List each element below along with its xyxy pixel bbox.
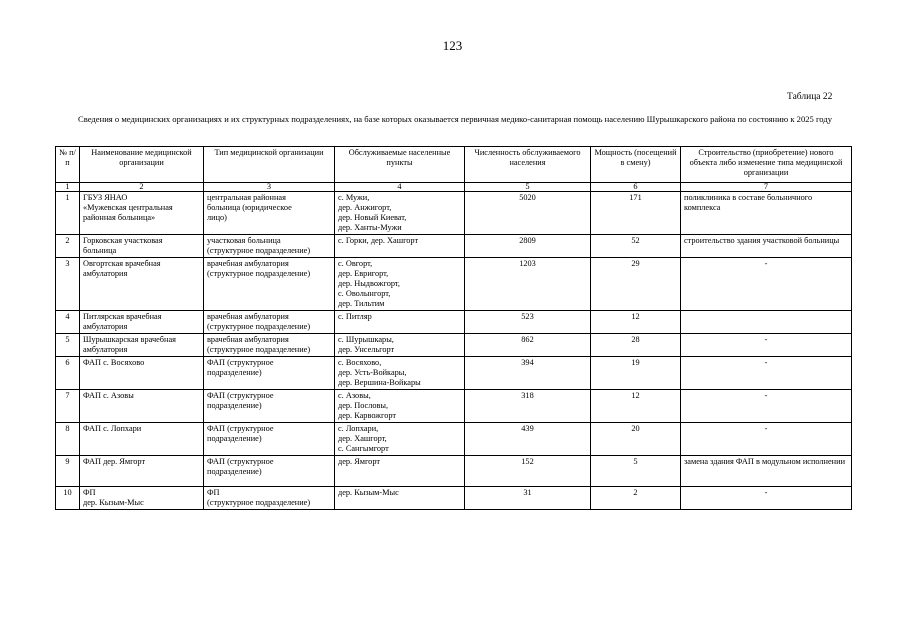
construction-note-cell: - <box>681 423 852 456</box>
organization-type-cell <box>204 311 335 334</box>
population-cell: 31 <box>465 487 591 510</box>
settlements-cell-line: дер. Хашгорт, <box>338 434 387 443</box>
settlements-cell-line: дер. Кызым-Мыс <box>338 488 399 497</box>
organization-type-cell-line: центральная районная <box>207 193 286 202</box>
settlements-cell-line: дер. Новый Киеват, <box>338 213 407 222</box>
construction-note-cell: - <box>681 487 852 510</box>
organization-type-cell-line: ФП <box>207 488 220 497</box>
organization-type-cell <box>204 192 335 235</box>
organization-name-cell <box>80 487 204 510</box>
table-row <box>56 423 852 456</box>
organization-name-cell-line: амбулатория <box>83 322 128 331</box>
capacity-cell: 20 <box>591 423 681 456</box>
row-number-cell: 2 <box>56 235 80 258</box>
organization-name-cell <box>80 456 204 487</box>
capacity-cell: 52 <box>591 235 681 258</box>
organization-name-cell-line: ФАП с. Азовы <box>83 391 134 400</box>
column-number-row <box>56 183 852 192</box>
row-number-cell: 5 <box>56 334 80 357</box>
settlements-cell <box>335 258 465 311</box>
settlements-cell <box>335 423 465 456</box>
capacity-cell: 12 <box>591 390 681 423</box>
settlements-cell <box>335 235 465 258</box>
organization-type-cell <box>204 390 335 423</box>
header-cell: Численность обслуживаемого населения <box>465 147 591 183</box>
organization-type-cell-line: участковая больница <box>207 236 281 245</box>
organization-name-cell-line: ФАП с. Лопхари <box>83 424 142 433</box>
capacity-cell: 29 <box>591 258 681 311</box>
construction-note-cell <box>681 311 852 334</box>
settlements-cell <box>335 357 465 390</box>
organization-name-cell <box>80 192 204 235</box>
settlements-cell-line: с. Мужи, <box>338 193 370 202</box>
organization-name-cell-line: больница <box>83 246 117 255</box>
population-cell: 152 <box>465 456 591 487</box>
settlements-cell-line: дер. Евригорт, <box>338 269 389 278</box>
organization-name-cell-line: Овгортская врачебная <box>83 259 161 268</box>
header-cell: Мощность (посещений в смену) <box>591 147 681 183</box>
settlements-cell-line: с. Азовы, <box>338 391 371 400</box>
organization-name-cell-line: амбулатория <box>83 269 128 278</box>
organization-name-cell <box>80 235 204 258</box>
organization-type-cell-line: ФАП (структурное <box>207 358 274 367</box>
construction-note-cell: - <box>681 334 852 357</box>
header-cell: Строительство (приобретение) нового объекта либо изменение типа медицинской организации <box>681 147 852 183</box>
settlements-cell-line: дер. Усть-Войкары, <box>338 368 407 377</box>
organization-type-cell-line: (структурное подразделение) <box>207 322 311 331</box>
table-row <box>56 311 852 334</box>
settlements-cell-line: дер. Ямгорт <box>338 457 380 466</box>
capacity-cell: 171 <box>591 192 681 235</box>
document-title: Сведения о медицинских организациях и их структурных подразделениях, на базе которых оказывается первичная медико-санитарная помощь населению Шурышкарского района по состоянию к 2025 году <box>77 114 833 124</box>
page-number: 123 <box>442 38 463 53</box>
capacity-cell: 12 <box>591 311 681 334</box>
capacity-cell: 2 <box>591 487 681 510</box>
settlements-cell-line: дер. Пословы, <box>338 401 389 410</box>
table-row <box>56 192 852 235</box>
table-row <box>56 235 852 258</box>
construction-note-cell: - <box>681 357 852 390</box>
population-cell: 862 <box>465 334 591 357</box>
column-number: 6 <box>591 183 681 192</box>
organization-type-cell <box>204 423 335 456</box>
medical-organizations-table <box>55 146 852 510</box>
row-number-cell: 9 <box>56 456 80 487</box>
table-row <box>56 456 852 487</box>
column-number: 2 <box>80 183 204 192</box>
organization-type-cell <box>204 456 335 487</box>
settlements-cell-line: с. Шурышкары, <box>338 335 394 344</box>
organization-type-cell <box>204 487 335 510</box>
organization-name-cell-line: районная больница» <box>83 213 156 222</box>
organization-type-cell-line: подразделение) <box>207 401 262 410</box>
organization-type-cell <box>204 334 335 357</box>
population-cell: 2809 <box>465 235 591 258</box>
settlements-cell-line: с. Лопхари, <box>338 424 379 433</box>
table-row <box>56 357 852 390</box>
population-cell: 394 <box>465 357 591 390</box>
organization-type-cell-line: больница (юридическое <box>207 203 292 212</box>
capacity-cell: 19 <box>591 357 681 390</box>
settlements-cell-line: с. Питляр <box>338 312 372 321</box>
settlements-cell-line: с. Овгорт, <box>338 259 373 268</box>
organization-name-cell <box>80 423 204 456</box>
organization-type-cell-line: подразделение) <box>207 434 262 443</box>
column-number: 1 <box>56 183 80 192</box>
population-cell: 318 <box>465 390 591 423</box>
settlements-cell-line: дер. Ныдвожгорт, <box>338 279 400 288</box>
row-number-cell: 6 <box>56 357 80 390</box>
organization-name-cell-line: Питлярская врачебная <box>83 312 162 321</box>
table-row <box>56 258 852 311</box>
settlements-cell <box>335 456 465 487</box>
row-number-cell: 7 <box>56 390 80 423</box>
organization-type-cell <box>204 357 335 390</box>
settlements-cell <box>335 192 465 235</box>
organization-type-cell <box>204 258 335 311</box>
organization-name-cell <box>80 390 204 423</box>
organization-type-cell-line: врачебная амбулатория <box>207 335 289 344</box>
row-number-cell: 4 <box>56 311 80 334</box>
settlements-cell-line: дер. Вершина-Войкары <box>338 378 421 387</box>
construction-note-cell: строительство здания участковой больницы <box>681 235 852 258</box>
settlements-cell-line: дер. Карвожгорт <box>338 411 397 420</box>
organization-name-cell-line: «Мужевская центральная <box>83 203 173 212</box>
organization-type-cell <box>204 235 335 258</box>
settlements-cell-line: с. Оволынгорт, <box>338 289 391 298</box>
settlements-cell <box>335 487 465 510</box>
organization-type-cell-line: (структурное подразделение) <box>207 345 311 354</box>
organization-type-cell-line: подразделение) <box>207 368 262 377</box>
settlements-cell <box>335 311 465 334</box>
population-cell: 5020 <box>465 192 591 235</box>
organization-name-cell <box>80 357 204 390</box>
row-number-cell: 8 <box>56 423 80 456</box>
table-row <box>56 390 852 423</box>
column-number: 3 <box>204 183 335 192</box>
settlements-cell-line: с. Горки, дер. Хашгорт <box>338 236 419 245</box>
header-cell: Наименование медицинской организации <box>80 147 204 183</box>
construction-note-cell: замена здания ФАП в модульном исполнении <box>681 456 852 487</box>
settlements-cell-line: дер. Анжигорт, <box>338 203 392 212</box>
organization-type-cell-line: ФАП (структурное <box>207 391 274 400</box>
settlements-cell-line: с. Восяхово, <box>338 358 382 367</box>
row-number-cell: 1 <box>56 192 80 235</box>
construction-note-cell: - <box>681 390 852 423</box>
organization-type-cell-line: (структурное подразделение) <box>207 498 311 507</box>
population-cell: 1203 <box>465 258 591 311</box>
header-cell: № п/п <box>56 147 80 183</box>
settlements-cell <box>335 334 465 357</box>
column-number: 5 <box>465 183 591 192</box>
header-cell: Тип медицинской организации <box>204 147 335 183</box>
organization-type-cell-line: (структурное подразделение) <box>207 246 311 255</box>
table-caption: Таблица 22 <box>787 92 833 102</box>
table-body <box>56 192 852 510</box>
organization-name-cell-line: ФАП с. Восяхово <box>83 358 145 367</box>
population-cell: 439 <box>465 423 591 456</box>
header-cell: Обслуживаемые населенные пункты <box>335 147 465 183</box>
settlements-cell-line: дер. Тильтим <box>338 299 385 308</box>
organization-name-cell-line: дер. Кызым-Мыс <box>83 498 144 507</box>
population-cell: 523 <box>465 311 591 334</box>
header-row <box>56 147 852 183</box>
organization-name-cell-line: ФП <box>83 488 96 497</box>
capacity-cell: 28 <box>591 334 681 357</box>
organization-name-cell-line: амбулатория <box>83 345 128 354</box>
organization-name-cell-line: ГБУЗ ЯНАО <box>83 193 128 202</box>
row-number-cell: 10 <box>56 487 80 510</box>
organization-name-cell-line: Горковская участковая <box>83 236 163 245</box>
organization-name-cell <box>80 258 204 311</box>
settlements-cell-line: с. Сангымгорт <box>338 444 389 453</box>
organization-type-cell-line: подразделение) <box>207 467 262 476</box>
construction-note-cell: поликлиника в составе больничного комплекса <box>681 192 852 235</box>
organization-type-cell-line: врачебная амбулатория <box>207 259 289 268</box>
organization-name-cell-line: ФАП дер. Ямгорт <box>83 457 146 466</box>
capacity-cell: 5 <box>591 456 681 487</box>
organization-name-cell-line: Шурышкарская врачебная <box>83 335 176 344</box>
column-number: 4 <box>335 183 465 192</box>
organization-type-cell-line: (структурное подразделение) <box>207 269 311 278</box>
organization-type-cell-line: врачебная амбулатория <box>207 312 289 321</box>
row-number-cell: 3 <box>56 258 80 311</box>
settlements-cell <box>335 390 465 423</box>
organization-type-cell-line: ФАП (структурное <box>207 457 274 466</box>
table-row <box>56 334 852 357</box>
settlements-cell-line: дер. Ханты-Мужи <box>338 223 402 232</box>
table-row <box>56 487 852 510</box>
organization-name-cell <box>80 334 204 357</box>
organization-type-cell-line: ФАП (структурное <box>207 424 274 433</box>
organization-name-cell <box>80 311 204 334</box>
column-number: 7 <box>681 183 852 192</box>
construction-note-cell: - <box>681 258 852 311</box>
settlements-cell-line: дер. Унсельгорт <box>338 345 395 354</box>
organization-type-cell-line: лицо) <box>207 213 227 222</box>
